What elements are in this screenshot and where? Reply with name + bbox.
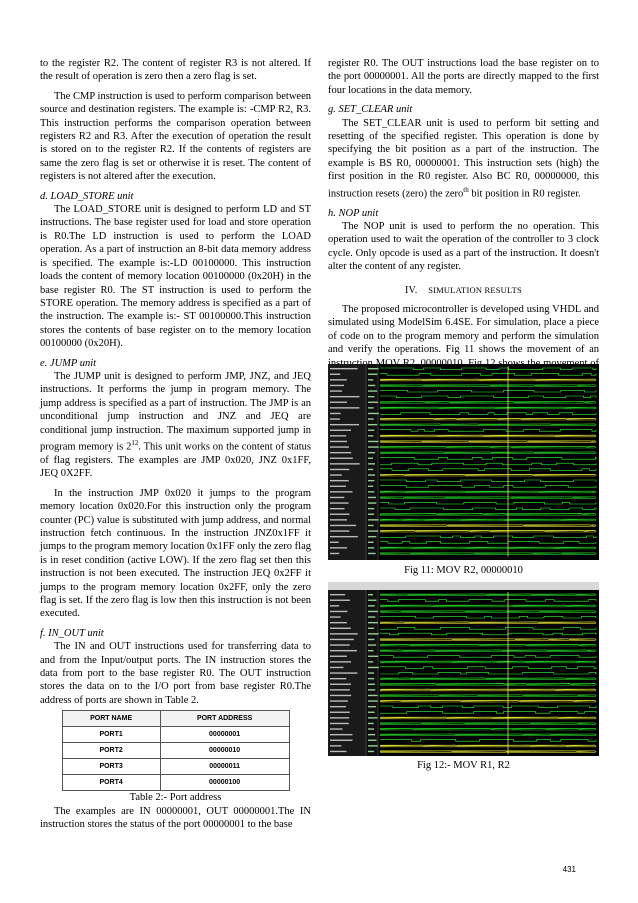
signal-value-mark	[368, 605, 375, 606]
signal-value-mark	[368, 700, 378, 701]
signal-value-mark	[368, 689, 375, 690]
fig11-waveform-image	[328, 364, 599, 560]
signal-value-mark	[368, 463, 375, 464]
subsection-heading-h: h. NOP unit	[328, 207, 379, 219]
signal-name-mark	[330, 684, 351, 685]
signal-value-mark	[368, 611, 378, 612]
signal-name-mark	[330, 650, 357, 651]
signal-name-mark	[330, 751, 346, 752]
signal-name-mark	[330, 723, 349, 724]
signal-name-mark	[330, 530, 349, 531]
table-caption: Table 2:- Port address	[129, 792, 222, 804]
signal-name-mark	[330, 502, 348, 503]
signal-name-mark	[330, 622, 347, 623]
signal-value-mark	[368, 740, 377, 741]
signal-value-mark	[368, 514, 374, 515]
paragraph: to the register R2. The content of register R3 is not altered. If the result of operation is zero then a zero flag is set.	[40, 58, 311, 83]
signal-name-mark	[330, 452, 351, 453]
signal-name-mark	[330, 740, 352, 741]
signal-value-mark	[368, 435, 373, 436]
signal-value-mark	[368, 728, 374, 729]
signal-name-mark	[330, 446, 349, 447]
signal-value-mark	[368, 594, 373, 595]
fig12-waveform-image	[328, 582, 599, 756]
signal-name-mark	[330, 633, 358, 634]
signal-name-mark	[330, 430, 351, 431]
signal-name-mark	[330, 667, 343, 668]
signal-value-mark	[368, 644, 376, 645]
signal-name-mark	[330, 734, 352, 735]
signal-name-mark	[330, 497, 344, 498]
waveform-trace	[380, 553, 596, 555]
signal-name-mark	[330, 390, 342, 391]
signal-name-mark	[330, 542, 339, 543]
signal-value-mark	[368, 542, 374, 543]
signal-name-mark	[330, 672, 357, 673]
signal-name-mark	[330, 745, 341, 746]
signal-value-mark	[368, 374, 377, 375]
signal-name-mark	[330, 374, 340, 375]
signal-value-mark	[368, 508, 374, 509]
signal-value-mark	[368, 390, 377, 391]
signal-value-mark	[368, 379, 373, 380]
signal-value-mark	[368, 441, 379, 442]
signal-value-mark	[368, 734, 375, 735]
signal-value-mark	[368, 446, 379, 447]
signal-name-mark	[330, 661, 351, 662]
signal-value-mark	[368, 480, 374, 481]
left-column	[40, 57, 311, 831]
signal-value-mark	[368, 396, 375, 397]
signal-name-mark	[330, 514, 349, 515]
signal-value-mark	[368, 650, 374, 651]
signal-name-mark	[330, 508, 344, 509]
signal-name-mark	[330, 458, 353, 459]
signal-name-mark	[330, 474, 342, 475]
signal-name-mark	[330, 480, 349, 481]
table-row	[62, 743, 289, 759]
subsection-heading-e: e. JUMP unit	[40, 357, 97, 369]
signal-value-mark	[368, 424, 377, 425]
table-header: PORT ADDRESS	[160, 711, 289, 727]
signal-value-mark	[368, 667, 379, 668]
table-row	[62, 775, 289, 791]
in-out-examples-paragraph: The examples are IN 00000001, OUT 00000001.The IN instruction stores the status of the port 00000001 to the base	[40, 805, 311, 830]
signal-value-mark	[368, 430, 374, 431]
signal-name-mark	[330, 486, 346, 487]
signal-value-mark	[368, 695, 377, 696]
table-row	[62, 759, 289, 775]
signal-value-mark	[368, 684, 375, 685]
signal-name-mark	[330, 678, 346, 679]
signal-value-mark	[368, 745, 378, 746]
signal-value-mark	[368, 502, 376, 503]
subsection-heading-g: g. SET_CLEAR unit	[328, 104, 413, 116]
signal-name-mark	[330, 424, 359, 425]
signal-value-mark	[368, 474, 375, 475]
load-store-paragraph: The LOAD_STORE unit is designed to perform LD and ST instructions. The base register used for load and store operation is R0.The LD instruction is used to perform the LOAD operation. As a part of instruction an 8-bit data memory address is specified. The example is:-LD 00100000. This instruction loads the content of memory location 00100000 (0x20H) in the base register R0. The ST instruction is used to perform the STORE operation. The memory address is specified as a part of the instruction. The example is:- ST 00100000.This instruction stores the contents of base register on to the memory location 00100000 (0x20H).	[40, 204, 311, 350]
signal-value-mark	[368, 497, 376, 498]
signal-name-mark	[330, 616, 341, 617]
signal-value-mark	[368, 519, 379, 520]
signal-name-mark	[330, 547, 347, 548]
port-address-table	[62, 710, 290, 791]
signal-name-mark	[330, 385, 344, 386]
table-cell: PORT4	[62, 775, 160, 791]
signal-name-mark	[330, 441, 347, 442]
signal-name-mark	[330, 525, 356, 526]
signal-value-mark	[368, 418, 374, 419]
paragraph: register R0. The OUT instructions load the base register on to the port 00000001. All the ports are directly mapped to the first four locations in the data memory.	[328, 58, 599, 96]
signal-value-mark	[368, 491, 374, 492]
signal-name-mark	[330, 728, 342, 729]
signal-name-mark	[330, 413, 341, 414]
signal-value-mark	[368, 458, 373, 459]
signal-value-mark	[368, 656, 378, 657]
signal-name-mark	[330, 639, 354, 640]
signal-name-mark	[330, 700, 348, 701]
signal-value-mark	[368, 368, 379, 369]
signal-value-mark	[368, 553, 376, 554]
jump-paragraph-2: In the instruction JMP 0x020 it jumps to the program memory location 0x020.For this instruction only the program counter (PC) value is substituted with jump address, and normal instruction fetch continuous. In the instruction JNZ0x1FF it jumps to the program memory location 0x1FF only the zero flag is in reset condition (active LOW). If the zero flag set then this instruction is not been executed. The instruction JEQ 0x2FF it jumps to the program memory location 0x2FF, only the zero flag is set. If the zero flag is low then this instruction is not been executed.	[40, 487, 311, 620]
signal-name-mark	[330, 695, 351, 696]
signal-name-mark	[330, 605, 339, 606]
signal-value-mark	[368, 628, 374, 629]
fig12-caption: Fig 12:- MOV R1, R2	[417, 760, 510, 771]
signal-value-mark	[368, 402, 378, 403]
table-header: PORT NAME	[62, 711, 160, 727]
signal-value-mark	[368, 525, 374, 526]
section-heading: IV. SIMULATION RESULTS	[405, 284, 522, 296]
table-cell: 00000001	[160, 727, 289, 743]
signal-value-mark	[368, 672, 374, 673]
subsection-heading-f: f. IN_OUT unit	[40, 627, 104, 639]
waveform-svg	[328, 582, 599, 756]
signal-value-mark	[368, 723, 374, 724]
table-cell: PORT3	[62, 759, 160, 775]
signal-name-mark	[330, 717, 349, 718]
jump-paragraph: The JUMP unit is designed to perform JMP, JNZ, and JEQ instructions. It performs the jump in program memory. The jump address is specified as a part of instruction. The JMP is an unconditional jump instruction and JNZ and JEQ are conditional jump instruction. The maximum supported jump in program memory is $2^{12}$. This unit works on the content of status of flag registers. The examples are JMP 0x020, JNZ 0x1FF, JEQ 0X2FF.	[40, 370, 311, 480]
signal-name-mark	[330, 712, 350, 713]
signal-name-mark	[330, 418, 340, 419]
signal-value-mark	[368, 622, 378, 623]
nop-paragraph: The NOP unit is used to perform the no operation. This operation used to wait the operation of the controller to 3 clock cycle. Only opcode is used as a part of the instruction. It doesn't alter the content of any register.	[328, 220, 599, 273]
signal-name-mark	[330, 379, 347, 380]
signal-value-mark	[368, 452, 375, 453]
table-cell: PORT1	[62, 727, 160, 743]
signal-value-mark	[368, 530, 378, 531]
signal-value-mark	[368, 712, 375, 713]
signal-name-mark	[330, 553, 339, 554]
simulation-paragraph: The proposed microcontroller is developed using VHDL and simulated using ModelSim 6.4SE. For simulation, place a piece of code on to the program memory and perform the simulation and verify the operations. Fig 11 shows the movement of an	[328, 304, 599, 356]
signal-name-mark	[330, 656, 347, 657]
signal-value-mark	[368, 407, 374, 408]
set-clear-paragraph: The SET_CLEAR unit is used to perform bit setting and resetting of the specified register. This operation is done by specifying the bit position as a part of the instruction. The example is BS R0, 00000001. This instruction sets (high) the first position in the R0 register. Also BC R0, 00000000, this instruction resets (zero) the zero$^{th}$ bit position in R0 register.	[328, 117, 599, 200]
signal-value-mark	[368, 678, 374, 679]
signal-value-mark	[368, 600, 376, 601]
signal-name-mark	[330, 396, 359, 397]
signal-value-mark	[368, 706, 376, 707]
signal-value-mark	[368, 639, 374, 640]
subsection-heading-d: d. LOAD_STORE unit	[40, 190, 134, 202]
signal-value-mark	[368, 486, 373, 487]
page-number: 431	[562, 865, 576, 874]
signal-name-mark	[330, 594, 345, 595]
table-row	[62, 727, 289, 743]
signal-value-mark	[368, 661, 373, 662]
signal-name-mark	[330, 402, 347, 403]
signal-name-mark	[330, 407, 359, 408]
signal-value-mark	[368, 616, 375, 617]
signal-value-mark	[368, 717, 377, 718]
signal-value-mark	[368, 469, 373, 470]
signal-value-mark	[368, 751, 374, 752]
signal-name-mark	[330, 644, 350, 645]
signal-name-mark	[330, 368, 358, 369]
signal-name-mark	[330, 611, 347, 612]
signal-name-mark	[330, 463, 360, 464]
waveform-svg	[328, 364, 599, 560]
signal-name-mark	[330, 600, 350, 601]
signal-name-mark	[330, 435, 346, 436]
table-cell: PORT2	[62, 743, 160, 759]
signal-name-mark	[330, 469, 349, 470]
signal-name-mark	[330, 536, 358, 537]
signal-name-mark	[330, 491, 352, 492]
signal-name-mark	[330, 706, 346, 707]
in-out-paragraph: The IN and OUT instructions used for transferring data to and from the Input/output ports. The IN instruction stores the data from port to the base register R0. The OUT instruction stores the data on to the I/O port from base register R0.The address of ports are shown in Table 2.	[40, 641, 311, 706]
signal-name-mark	[330, 519, 347, 520]
table-cell: 00000100	[160, 775, 289, 791]
right-column	[328, 57, 599, 383]
signal-value-mark	[368, 385, 375, 386]
cmp-paragraph: The CMP instruction is used to perform comparison between source and destination registers. The example is: -CMP R2, R3. This instruction performs the comparison operation between registers R2 and R3. After the execution of operation the result is stored on to the register R2. If the contents of registers are same the zero flag is set or otherwise it is reset. The content of registers is not altered after the execution.	[40, 90, 311, 183]
table-cell: 00000010	[160, 743, 289, 759]
signal-value-mark	[368, 633, 379, 634]
signal-value-mark	[368, 536, 376, 537]
fig11-caption: Fig 11: MOV R2, 00000010	[404, 565, 523, 576]
signal-value-mark	[368, 413, 379, 414]
table-cell: 00000011	[160, 759, 289, 775]
signal-name-mark	[330, 628, 351, 629]
signal-name-mark	[330, 689, 350, 690]
signal-value-mark	[368, 547, 374, 548]
